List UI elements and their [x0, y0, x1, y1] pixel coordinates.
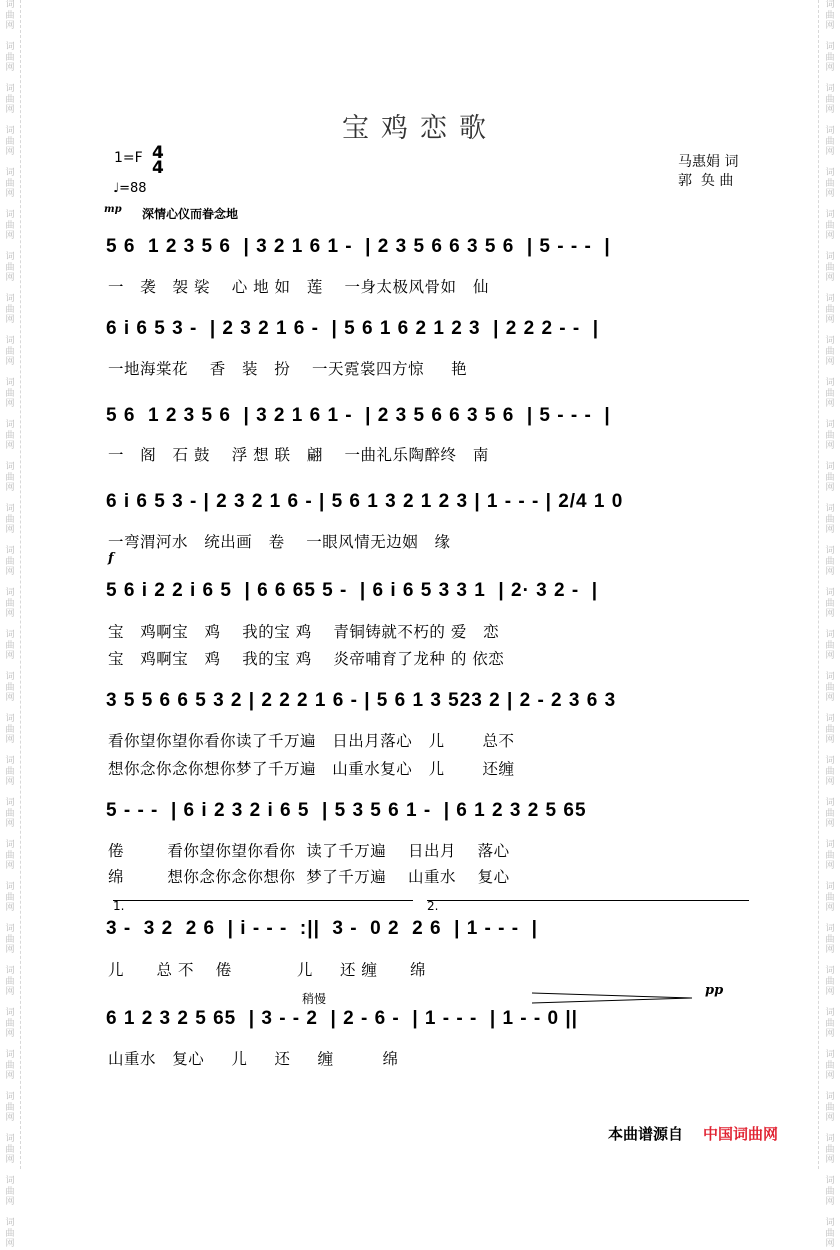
decrescendo-hairpin	[532, 988, 692, 998]
right-margin-line	[818, 0, 819, 1169]
notation-row-7: 5 - - - | 6 i 2 3 2 i 6 5 | 5 3 5 6 1 - | 6 1 2 3 2 5 65	[106, 800, 587, 821]
lyric-row-2: 一地海棠花 香 装 扮 一天霓裳四方惊 艳	[108, 360, 468, 378]
slow-marking: 稍慢	[302, 992, 327, 1006]
lyric-row-9: 山重水 复心 儿 还 缠 绵	[108, 1050, 399, 1068]
volta-1: 1.	[113, 899, 125, 913]
left-watermark: 词 曲 网 词 曲 网 词 曲 网 词 曲 网 词 曲 网 词 曲 网 词 曲 网 词 曲 网 词 曲 网 词 曲 网 词 曲 网 词 曲 网 词 曲 网 词 曲 网 词 曲 网 词 曲 网 词 曲 网 词 曲 网 词 曲 网 词 曲 网 词 曲 网 词 曲 网 词 曲 网 词 曲 网 词 曲 网 词 曲 网 词 曲 网 词 曲 网 词 曲 网 词 曲 网	[5, 0, 15, 1249]
composer-credit: 郭 奂 曲	[678, 173, 734, 189]
dynamic-pp: pp	[705, 983, 724, 998]
notation-row-4: 6 i 6 5 3 - | 2 3 2 1 6 - | 5 6 1 3 2 1 2 3 | 1 - - - | 2/4 1 0	[106, 491, 624, 512]
expression-marking: 深情心仪而眷念地	[142, 207, 239, 221]
notation-row-1: 5 6 1 2 3 5 6 | 3 2 1 6 1 - | 2 3 5 6 6 3 5 6 | 5 - - - |	[106, 236, 611, 257]
lyric-row-1: 一 袭 袈 裟 心 地 如 莲 一身太极风骨如 仙	[108, 278, 489, 296]
volta-2-bracket	[427, 900, 749, 901]
notation-row-8: 3 - 3 2 2 6 | i - - - :|| 3 - 0 2 2 6 | 1 - - - |	[106, 918, 538, 939]
notation-row-9: 6 1 2 3 2 5 65 | 3 - - 2 | 2 - 6 - | 1 - - - | 1 - - 0 ||	[106, 1008, 578, 1029]
volta-2: 2.	[427, 899, 439, 913]
volta-1-bracket	[113, 900, 413, 901]
lyric-row-7b: 绵 想你念你念你想你 梦了千万遍 山重水 复心	[108, 868, 510, 886]
dynamic-f: f	[108, 551, 114, 566]
lyric-row-5b: 宝 鸡啊宝 鸡 我的宝 鸡 炎帝哺育了龙种 的 依恋	[108, 650, 505, 668]
left-margin-line	[20, 0, 21, 1169]
lyric-row-6a: 看你望你望你看你读了千万遍 日出月落心 儿 总不	[108, 732, 515, 750]
song-title: 宝鸡恋歌	[342, 113, 498, 144]
tempo-marking: ♩=88	[113, 181, 147, 196]
notation-row-6: 3 5 5 6 6 5 3 2 | 2 2 2 1 6 - | 5 6 1 3 523 2 | 2 - 2 3 6 3	[106, 690, 617, 711]
right-watermark: 词 曲 网 词 曲 网 词 曲 网 词 曲 网 词 曲 网 词 曲 网 词 曲 网 词 曲 网 词 曲 网 词 曲 网 词 曲 网 词 曲 网 词 曲 网 词 曲 网 词 曲 网 词 曲 网 词 曲 网 词 曲 网 词 曲 网 词 曲 网 词 曲 网 词 曲 网 词 曲 网 词 曲 网 词 曲 网 词 曲 网 词 曲 网 词 曲 网 词 曲 网 词 曲 网	[825, 0, 835, 1249]
lyricist-credit: 马惠娟 词	[678, 154, 739, 170]
lyric-row-4: 一弯渭河水 统出画 卷 一眼风情无边姻 缘	[108, 533, 451, 551]
lyric-row-6b: 想你念你念你想你梦了千万遍 山重水复心 儿 还缠	[108, 760, 515, 778]
dynamic-mp: mp	[104, 204, 122, 215]
notation-row-2: 6 i 6 5 3 - | 2 3 2 1 6 - | 5 6 1 6 2 1 2 3 | 2 2 2 - - |	[106, 318, 600, 339]
lyric-row-8: 儿 总 不 倦 儿 还 缠 绵	[108, 961, 426, 979]
key-signature: 1=F	[114, 150, 143, 166]
lyric-row-7a: 倦 看你望你望你看你 读了千万遍 日出月 落心	[108, 842, 510, 860]
footer-site-link[interactable]: 中国词曲网	[703, 1125, 779, 1143]
time-signature: 4 4	[152, 143, 164, 178]
credits	[678, 153, 738, 191]
lyric-row-5a: 宝 鸡啊宝 鸡 我的宝 鸡 青铜铸就不朽的 爱 恋	[108, 623, 500, 641]
lyric-row-3: 一 阁 石 鼓 浮 想 联 翩 一曲礼乐陶醉终 南	[108, 446, 489, 464]
notation-row-5: 5 6 i 2 2 i 6 5 | 6 6 65 5 - | 6 i 6 5 3 3 1 | 2· 3 2 - |	[106, 580, 599, 601]
notation-row-3: 5 6 1 2 3 5 6 | 3 2 1 6 1 - | 2 3 5 6 6 3 5 6 | 5 - - - |	[106, 405, 611, 426]
footer-source	[608, 1123, 778, 1144]
footer-source-label: 本曲谱源自	[608, 1125, 684, 1143]
